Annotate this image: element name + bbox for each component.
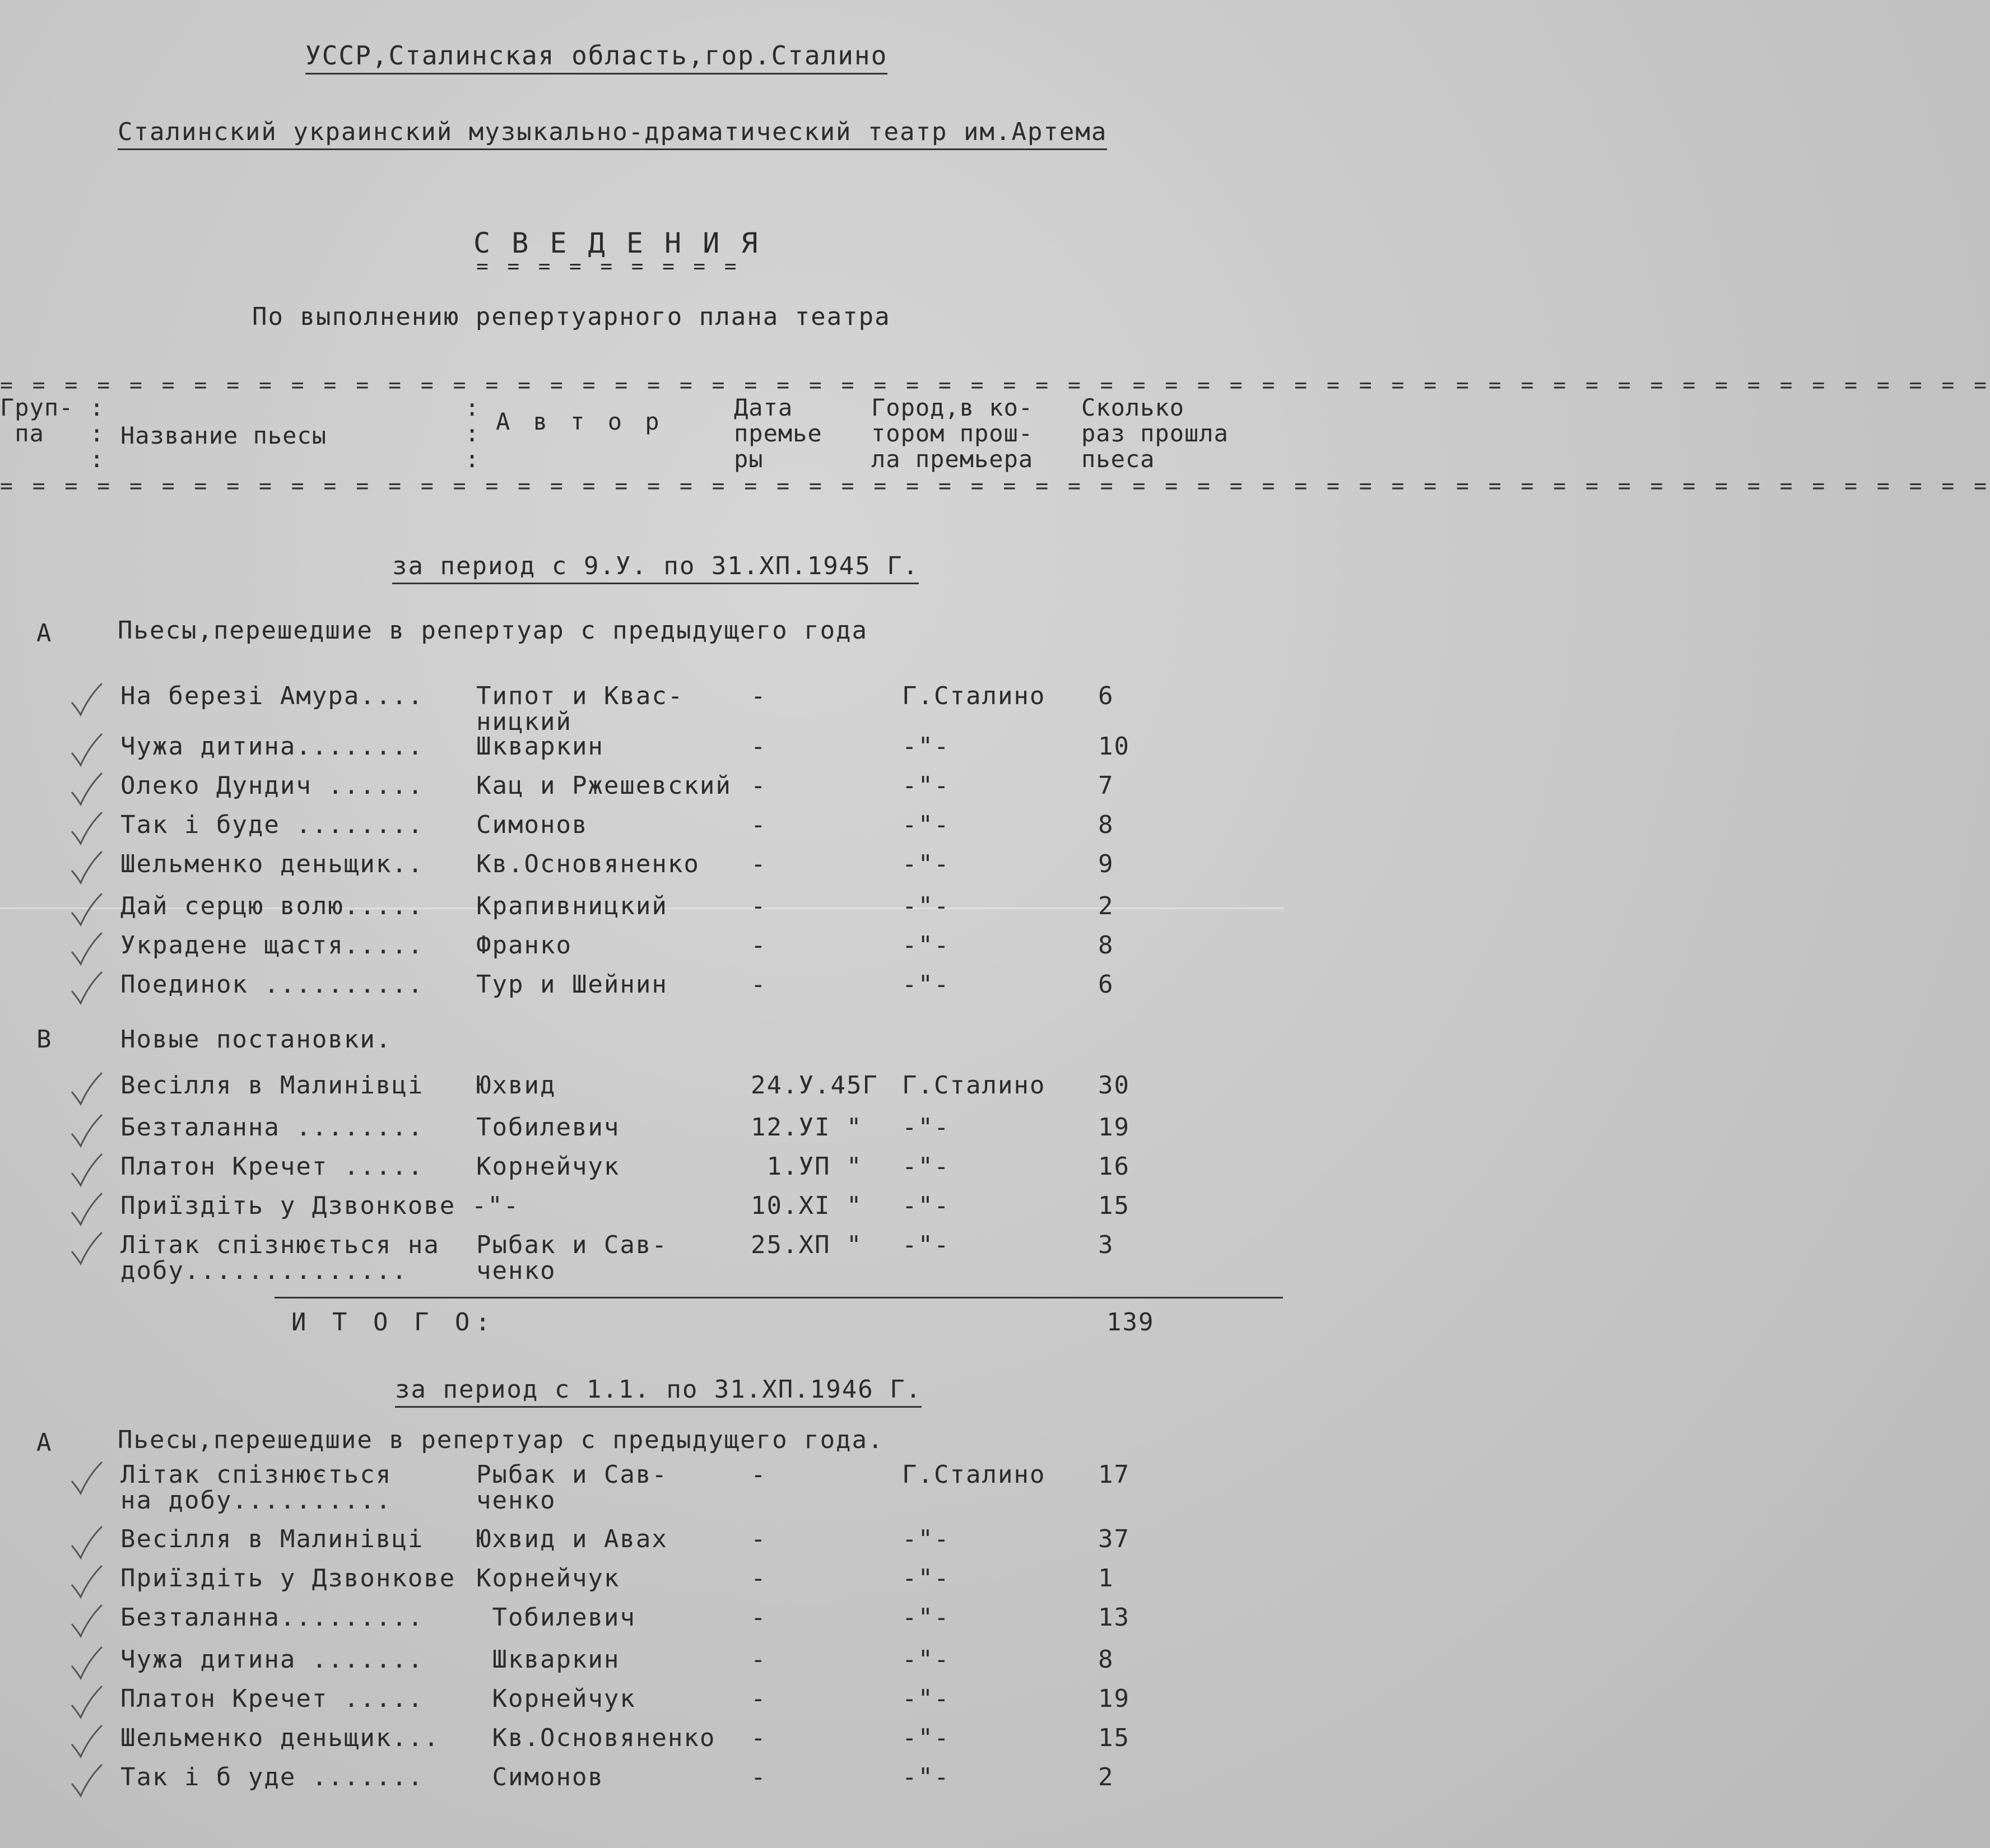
play-author: Юхвид xyxy=(476,1071,556,1100)
performance-count: 16 xyxy=(1098,1152,1130,1181)
premiere-city: -"- xyxy=(902,771,950,800)
premiere-city: -"- xyxy=(902,1645,950,1674)
performance-count: 17 xyxy=(1098,1460,1130,1489)
period1-section-a-label: Пьесы,перешедшие в репертуар с предыдущего года xyxy=(118,616,868,645)
document-title: С В Е Д Е Н И Я xyxy=(473,227,760,259)
premiere-date: - xyxy=(751,1460,767,1489)
play-title: Так і б уде ....... xyxy=(120,1763,424,1791)
table-row xyxy=(0,812,1284,840)
table-row xyxy=(0,1725,1284,1753)
theatre-heading: Сталинский украинский музыкально-драматический театр им.Артема xyxy=(118,118,1107,150)
performance-count: 6 xyxy=(1098,970,1114,999)
premiere-city: -"- xyxy=(902,811,950,839)
table-row xyxy=(0,1154,1284,1182)
performance-count: 1 xyxy=(1098,1564,1114,1593)
premiere-city: -"- xyxy=(902,931,950,960)
play-author: Тур и Шейнин xyxy=(476,970,668,999)
table-row xyxy=(0,734,1284,762)
premiere-date: - xyxy=(751,1684,767,1713)
column-separator: : : : xyxy=(90,394,105,473)
performance-count: 2 xyxy=(1098,892,1114,920)
play-title: Поединок .......... xyxy=(120,970,424,999)
play-author: Симонов xyxy=(476,1763,604,1791)
table-row xyxy=(0,1231,1284,1285)
premiere-date: - xyxy=(751,1603,767,1632)
play-title: Олеко Дундич ...... xyxy=(120,771,424,800)
play-author: Корнейчук xyxy=(476,1564,620,1593)
play-author: Шкваркин xyxy=(476,1645,620,1674)
period1-section-a-letter: А xyxy=(36,619,53,648)
premiere-date: - xyxy=(751,732,767,761)
premiere-date: - xyxy=(751,682,767,710)
period1-heading: за период с 9.У. по 31.ХП.1945 Г. xyxy=(392,552,919,584)
play-author: Кв.Основяненко xyxy=(476,1724,716,1752)
play-title: Літак спізнюється на добу.......... xyxy=(120,1460,392,1515)
table-row xyxy=(0,773,1284,801)
premiere-city: -"- xyxy=(902,1113,950,1142)
column-city: Город,в ко- тором прош- ла премьера xyxy=(871,394,1034,473)
play-title: Чужа дитина........ xyxy=(120,732,424,761)
table-row xyxy=(0,851,1284,879)
performance-count: 8 xyxy=(1098,811,1114,839)
play-author: Типот и Квас- ницкий xyxy=(476,682,684,736)
performance-count: 15 xyxy=(1098,1191,1130,1220)
performance-count: 30 xyxy=(1098,1071,1130,1100)
play-title: Приїздіть у Дзвонкове xyxy=(120,1564,456,1593)
premiere-date: - xyxy=(751,970,767,999)
table-row xyxy=(0,1686,1284,1714)
performance-count: 10 xyxy=(1098,732,1130,761)
premiere-city: -"- xyxy=(902,1152,950,1181)
premiere-city: -"- xyxy=(902,850,950,878)
region-heading: УССР,Сталинская область,гор.Сталино xyxy=(305,40,887,75)
play-author: Рыбак и Сав- ченко xyxy=(476,1231,668,1285)
play-title: Украдене щастя..... xyxy=(120,931,424,960)
column-date: Дата премье ры xyxy=(734,394,822,473)
checkmark-icon xyxy=(67,1229,106,1268)
premiere-city: -"- xyxy=(902,970,950,999)
play-author: Корнейчук xyxy=(476,1684,636,1713)
column-author: А в т о р xyxy=(496,408,664,435)
performance-count: 15 xyxy=(1098,1724,1130,1752)
checkmark-icon xyxy=(67,1151,106,1190)
premiere-city: -"- xyxy=(902,1231,950,1259)
performance-count: 7 xyxy=(1098,771,1114,800)
table-row xyxy=(0,1526,1284,1554)
performance-count: 8 xyxy=(1098,931,1114,960)
premiere-city: Г.Сталино xyxy=(902,1460,1046,1489)
performance-count: 19 xyxy=(1098,1113,1130,1142)
period2-heading: за период с 1.1. по 31.ХП.1946 Г. xyxy=(395,1375,922,1408)
premiere-date: - xyxy=(751,771,767,800)
document-subtitle: По выполнению репертуарного плана театра xyxy=(252,302,891,331)
performance-count: 2 xyxy=(1098,1763,1114,1791)
table-row xyxy=(0,682,1284,736)
performance-count: 37 xyxy=(1098,1525,1130,1553)
premiere-date: - xyxy=(751,892,767,920)
period2-section-a-label: Пьесы,перешедшие в репертуар с предыдущего года. xyxy=(118,1426,884,1454)
table-row xyxy=(0,972,1284,1000)
play-author: Тобилевич xyxy=(476,1603,636,1632)
column-separator: : : : xyxy=(465,394,480,473)
performance-count: 13 xyxy=(1098,1603,1130,1632)
play-author: Крапивницкий xyxy=(476,892,668,920)
play-title: Приїздіть у Дзвонкове -"- xyxy=(120,1191,520,1220)
premiere-date: 25.ХП " xyxy=(751,1231,863,1259)
play-author: Кац и Ржешевский xyxy=(476,771,732,800)
table-row xyxy=(0,1073,1284,1101)
play-author: Рыбак и Сав- ченко xyxy=(476,1460,668,1515)
checkmark-icon xyxy=(67,1761,106,1800)
premiere-date: - xyxy=(751,811,767,839)
premiere-city: -"- xyxy=(902,1564,950,1593)
checkmark-icon xyxy=(67,1683,106,1722)
play-title: На березі Амура.... xyxy=(120,682,424,710)
table-row xyxy=(0,1605,1284,1633)
column-count: Сколько раз прошла пьеса xyxy=(1081,394,1229,473)
checkmark-icon xyxy=(67,1459,106,1498)
total-value: 139 xyxy=(1106,1308,1155,1337)
checkmark-icon xyxy=(67,1523,106,1562)
play-author: Франко xyxy=(476,931,572,960)
premiere-date: - xyxy=(751,1763,767,1791)
table-row xyxy=(0,1193,1284,1221)
play-title: Безталанна ........ xyxy=(120,1113,424,1142)
table-row xyxy=(0,893,1284,921)
performance-count: 6 xyxy=(1098,682,1114,710)
play-author: Кв.Основяненко xyxy=(476,850,700,878)
checkmark-icon xyxy=(67,680,106,719)
play-title: Платон Кречет ..... xyxy=(120,1152,424,1181)
performance-count: 19 xyxy=(1098,1684,1130,1713)
play-title: Безталанна......... xyxy=(120,1603,424,1632)
premiere-city: -"- xyxy=(902,1763,950,1791)
checkmark-icon xyxy=(67,1602,106,1641)
premiere-city: Г.Сталино xyxy=(902,682,1046,710)
play-title: Шельменко деньщик... xyxy=(120,1724,440,1752)
premiere-date: 24.У.45Г xyxy=(751,1071,878,1100)
performance-count: 3 xyxy=(1098,1231,1114,1259)
table-row xyxy=(0,1115,1284,1143)
total-label: И Т О Г О: xyxy=(291,1308,496,1337)
total-rule xyxy=(275,1297,1283,1298)
play-author: Тобилевич xyxy=(476,1113,620,1142)
premiere-city: -"- xyxy=(902,1525,950,1553)
premiere-date: - xyxy=(751,850,767,878)
premiere-date: - xyxy=(751,1564,767,1593)
title-underline: = = = = = = = = = xyxy=(476,255,740,278)
premiere-date: - xyxy=(751,931,767,960)
premiere-date: 12.УІ " xyxy=(751,1113,863,1142)
play-title: Весілля в Малинівці xyxy=(120,1071,424,1100)
premiere-city: Г.Сталино xyxy=(902,1071,1046,1100)
premiere-city: -"- xyxy=(902,732,950,761)
period2-section-a-letter: А xyxy=(36,1428,53,1457)
column-group: Груп- па xyxy=(0,394,74,447)
table-row xyxy=(0,1647,1284,1675)
premiere-city: -"- xyxy=(902,1191,950,1220)
table-row xyxy=(0,1765,1284,1793)
premiere-city: -"- xyxy=(902,892,950,920)
checkmark-icon xyxy=(67,730,106,770)
play-author: Шкваркин xyxy=(476,732,604,761)
play-author: Корнейчук xyxy=(476,1152,620,1181)
premiere-date: - xyxy=(751,1645,767,1674)
play-title: Дай серцю волю..... xyxy=(120,892,424,920)
column-title: Название пьесы xyxy=(120,422,327,449)
play-title: Так і буде ........ xyxy=(120,811,424,839)
play-author: Симонов xyxy=(476,811,588,839)
checkmark-icon xyxy=(67,1111,106,1151)
period1-section-b-label: Новые постановки. xyxy=(120,1025,392,1054)
checkmark-icon xyxy=(67,1190,106,1229)
premiere-city: -"- xyxy=(902,1603,950,1632)
play-title: Чужа дитина ....... xyxy=(120,1645,424,1674)
play-title: Літак спізнюється на добу.............. xyxy=(120,1231,440,1285)
table-row xyxy=(0,933,1284,961)
premiere-date: - xyxy=(751,1724,767,1752)
checkmark-icon xyxy=(67,1722,106,1761)
period1-section-b-letter: В xyxy=(36,1025,53,1054)
performance-count: 9 xyxy=(1098,850,1114,878)
header-rule-bottom: = = = = = = = = = = = = = = = = = = = = = = = = = = = = = = = = = = = = = = = = = = = = = = = = = = = = = = = = = = = = = = xyxy=(0,473,1990,498)
play-title: Весілля в Малинівці xyxy=(120,1525,424,1553)
checkmark-icon xyxy=(67,1644,106,1683)
play-author: Юхвид и Авах xyxy=(476,1525,668,1553)
performance-count: 8 xyxy=(1098,1645,1114,1674)
play-title: Шельменко деньщик.. xyxy=(120,850,424,878)
premiere-city: -"- xyxy=(902,1724,950,1752)
play-title: Платон Кречет ..... xyxy=(120,1684,424,1713)
checkmark-icon xyxy=(67,1069,106,1109)
header-rule-top: = = = = = = = = = = = = = = = = = = = = = = = = = = = = = = = = = = = = = = = = = = = = = = = = = = = = = = = = = = = = = = xyxy=(0,373,1990,397)
checkmark-icon xyxy=(67,1562,106,1602)
checkmark-icon xyxy=(67,848,106,887)
table-row xyxy=(0,1460,1284,1515)
checkmark-icon xyxy=(67,929,106,969)
premiere-date: 10.ХІ " xyxy=(751,1191,863,1220)
premiere-date: - xyxy=(751,1525,767,1553)
checkmark-icon xyxy=(67,890,106,929)
premiere-city: -"- xyxy=(902,1684,950,1713)
premiere-date: 1.УП " xyxy=(751,1152,863,1181)
table-row xyxy=(0,1566,1284,1594)
checkmark-icon xyxy=(67,770,106,809)
checkmark-icon xyxy=(67,809,106,848)
checkmark-icon xyxy=(67,969,106,1008)
